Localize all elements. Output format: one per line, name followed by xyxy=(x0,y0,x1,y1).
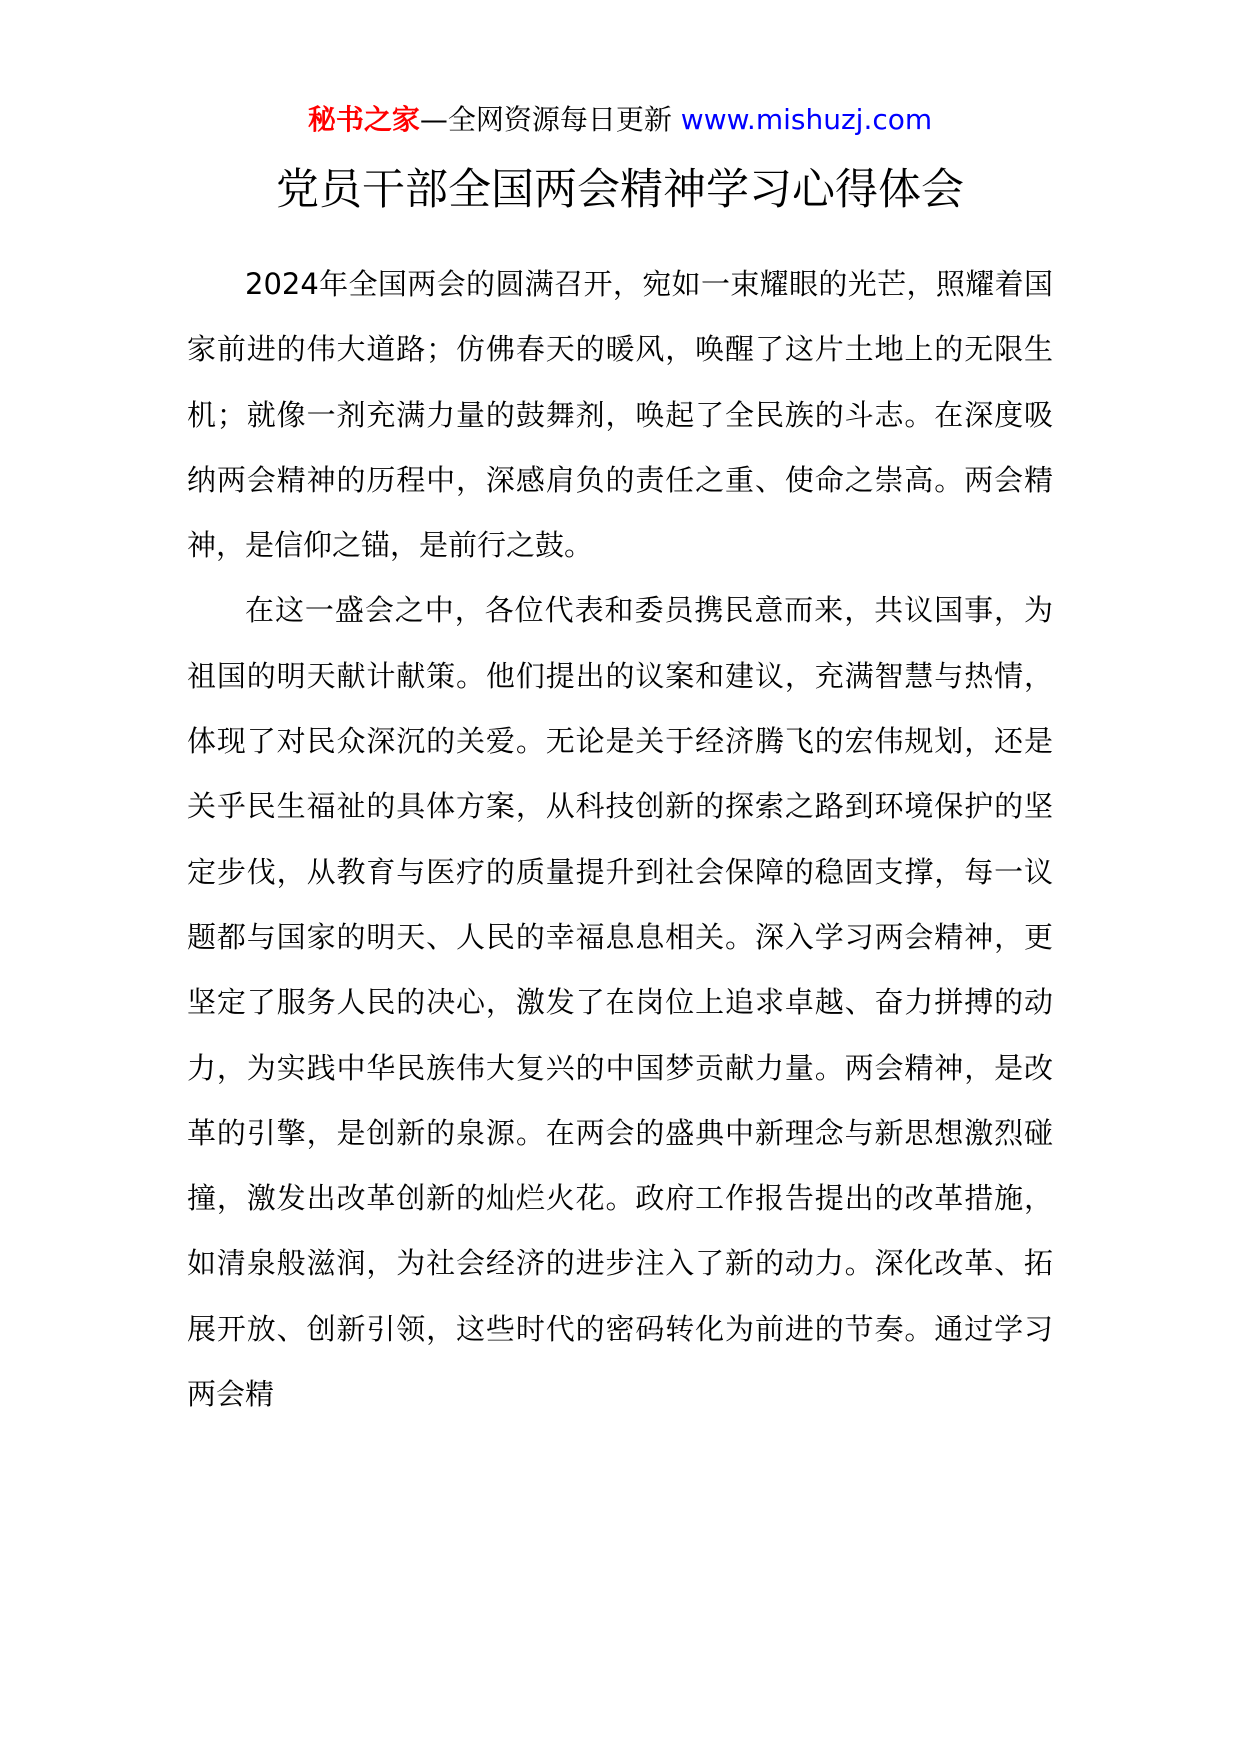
site-url: www.mishuzj.com xyxy=(680,103,933,136)
paragraph-1: 2024年全国两会的圆满召开，宛如一束耀眼的光芒，照耀着国家前进的伟大道路；仿佛春天的暖风，唤醒了这片土地上的无限生机；就像一剂充满力量的鼓舞剂，唤起了全民族的斗志。在深度吸纳两会精神的历程中，深感肩负的责任之重、使命之崇高。两会精神，是信仰之锚，是前行之鼓。 xyxy=(187,267,1053,563)
document-body xyxy=(187,252,1053,1552)
paragraph-2: 在这一盛会之中，各位代表和委员携民意而来，共议国事，为祖国的明天献计献策。他们提出的议案和建议，充满智慧与热情，体现了对民众深沉的关爱。无论是关于经济腾飞的宏伟规划，还是关乎民生福祉的具体方案，从科技创新的探索之路到环境保护的坚定步伐，从教育与医疗的质量提升到社会保障的稳固支撑，每一议题都与国家的明天、人民的幸福息息相关。深入学习两会精神，更坚定了服务人民的决心，激发了在岗位上追求卓越、奋力拼搏的动力，为实践中华民族伟大复兴的中国梦贡献力量。两会精神，是改革的引擎，是创新的泉源。在两会的盛典中新理念与新思想激烈碰撞，激发出改革创新的灿烂火花。政府工作报告提出的改革措施，如清泉般滋润，为社会经济的进步注入了新的动力。深化改革、拓展开放、创新引领，这些时代的密码转化为前进的节奏。通过学习两会精 xyxy=(187,593,1053,1412)
site-name: 秘书之家 xyxy=(307,103,420,136)
document-title: 党员干部全国两会精神学习心得体会 xyxy=(276,165,964,215)
site-header xyxy=(0,100,1240,140)
site-slogan: —全网资源每日更新 xyxy=(419,103,672,136)
